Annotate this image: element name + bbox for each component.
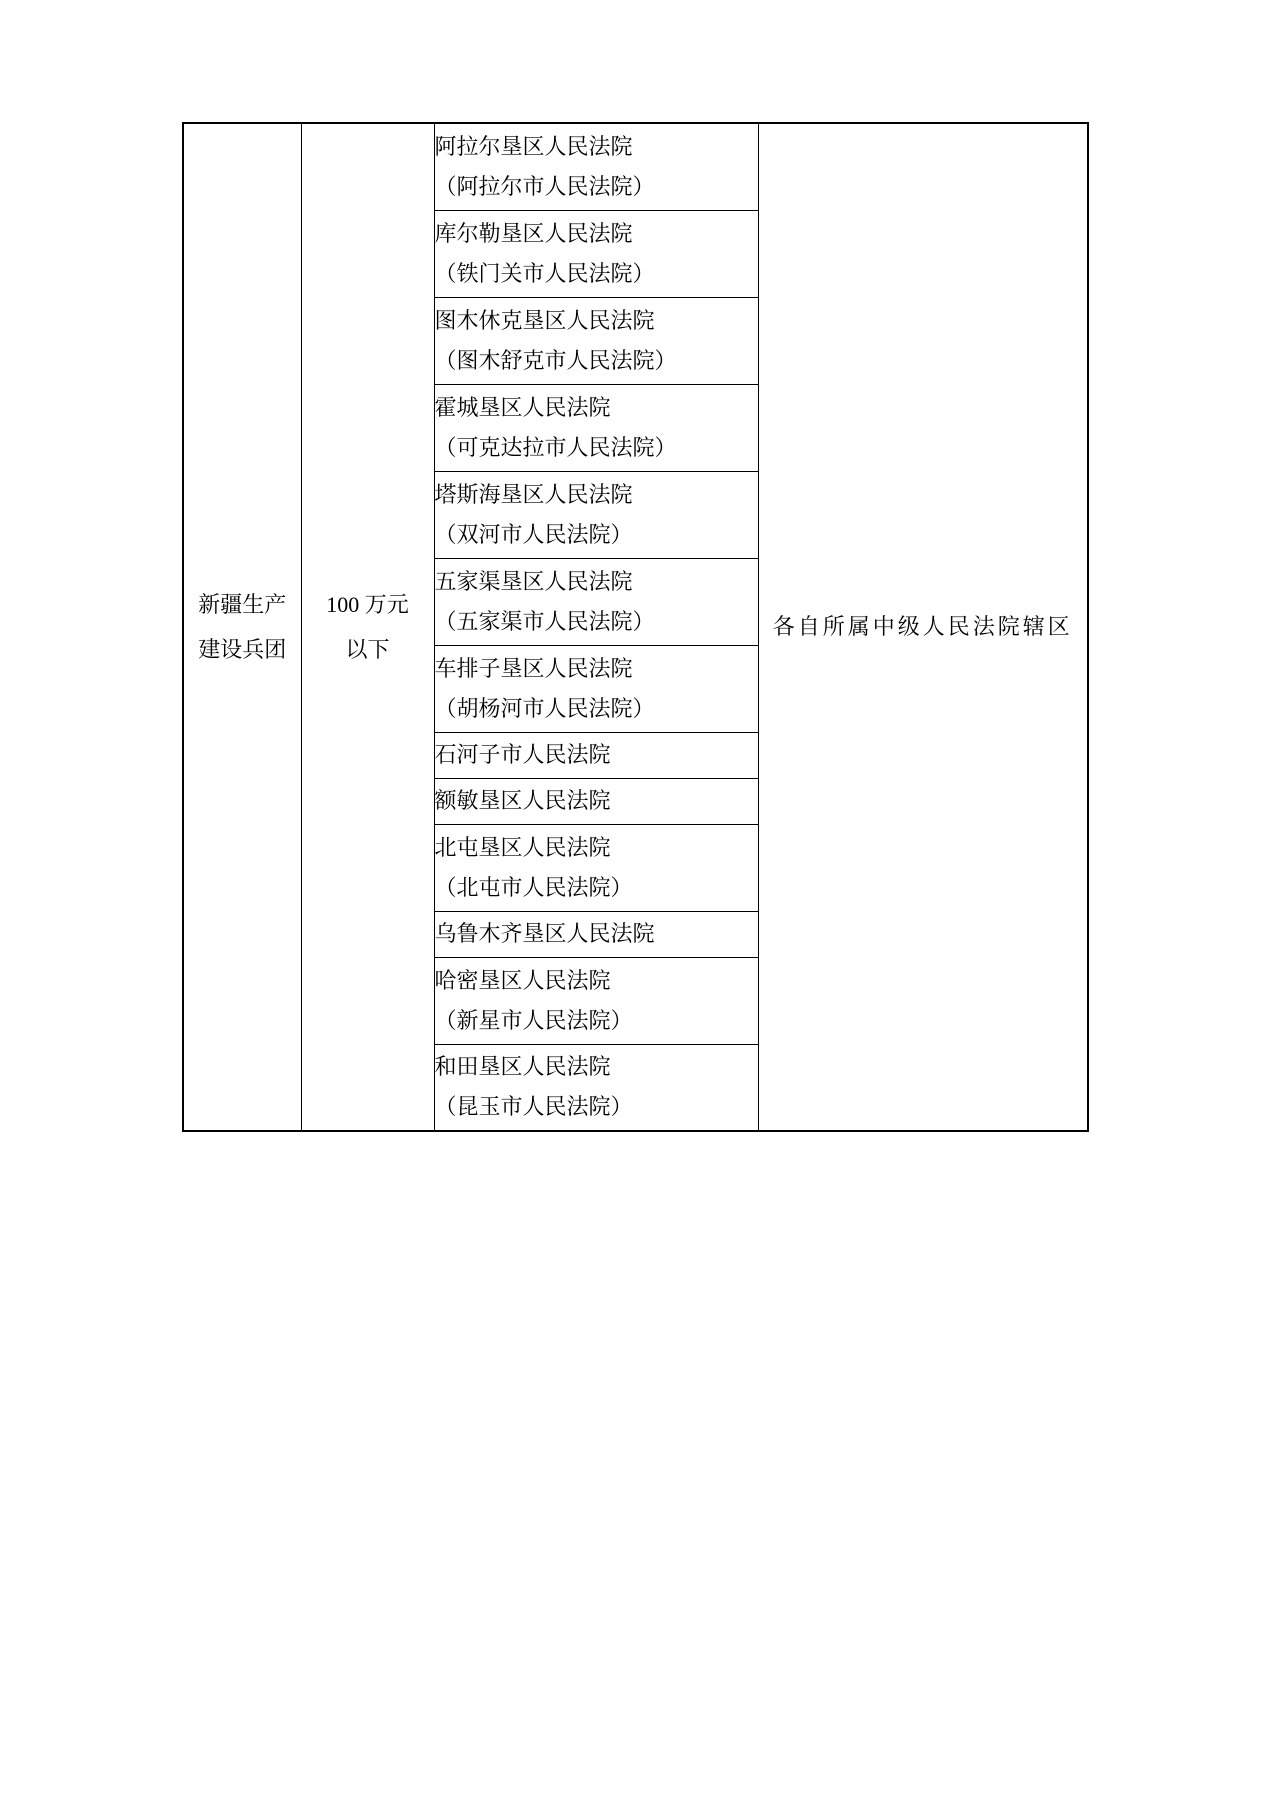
court-cell: [434, 824, 758, 911]
table-row: [183, 123, 1088, 210]
court-cell: [434, 911, 758, 957]
court-name: 石河子市人民法院: [434, 742, 611, 767]
court-name: 和田垦区人民法院: [434, 1054, 611, 1080]
court-cell: [434, 732, 758, 778]
court-name: 阿拉尔垦区人民法院: [434, 133, 633, 159]
court-cell: [434, 645, 758, 732]
court-cell: [434, 123, 758, 210]
amount-line2: 以下: [345, 637, 390, 662]
court-alias: （昆玉市人民法院）: [434, 1094, 633, 1120]
court-cell: [434, 384, 758, 471]
court-alias: （新星市人民法院）: [434, 1007, 633, 1033]
court-alias: （双河市人民法院）: [434, 521, 633, 547]
court-name: 图木休克垦区人民法院: [434, 307, 655, 333]
court-name: 额敏垦区人民法院: [434, 788, 611, 813]
court-cell: [434, 297, 758, 384]
court-cell: [434, 778, 758, 824]
court-alias: （北屯市人民法院）: [434, 874, 633, 900]
court-alias: （图木舒克市人民法院）: [434, 347, 677, 373]
court-cell: [434, 558, 758, 645]
court-alias: （铁门关市人民法院）: [434, 260, 655, 286]
court-alias: （胡杨河市人民法院）: [434, 695, 655, 721]
court-name: 乌鲁木齐垦区人民法院: [434, 921, 655, 946]
court-cell: [434, 957, 758, 1044]
amount-threshold-cell: [301, 123, 434, 1131]
region-name-line2: 建设兵团: [198, 637, 287, 662]
court-cell: [434, 1044, 758, 1131]
court-alias: （可克达拉市人民法院）: [434, 434, 677, 460]
region-cell: [183, 123, 301, 1131]
court-name: 哈密垦区人民法院: [434, 967, 611, 993]
court-cell: [434, 210, 758, 297]
court-name: 库尔勒垦区人民法院: [434, 220, 633, 246]
amount-line1: 100 万元: [326, 592, 409, 617]
court-cell: [434, 471, 758, 558]
court-alias: （阿拉尔市人民法院）: [434, 173, 655, 199]
court-alias: （五家渠市人民法院）: [434, 608, 655, 634]
region-name-line1: 新疆生产: [198, 592, 287, 617]
jurisdiction-cell: [758, 123, 1088, 1131]
jurisdiction-table: [182, 122, 1089, 1132]
court-name: 霍城垦区人民法院: [434, 394, 611, 420]
court-name: 五家渠垦区人民法院: [434, 568, 633, 594]
court-name: 塔斯海垦区人民法院: [434, 481, 633, 507]
court-name: 车排子垦区人民法院: [434, 655, 633, 681]
court-name: 北屯垦区人民法院: [434, 834, 611, 860]
jurisdiction-text: 各自所属中级人民法院辖区: [772, 614, 1073, 639]
